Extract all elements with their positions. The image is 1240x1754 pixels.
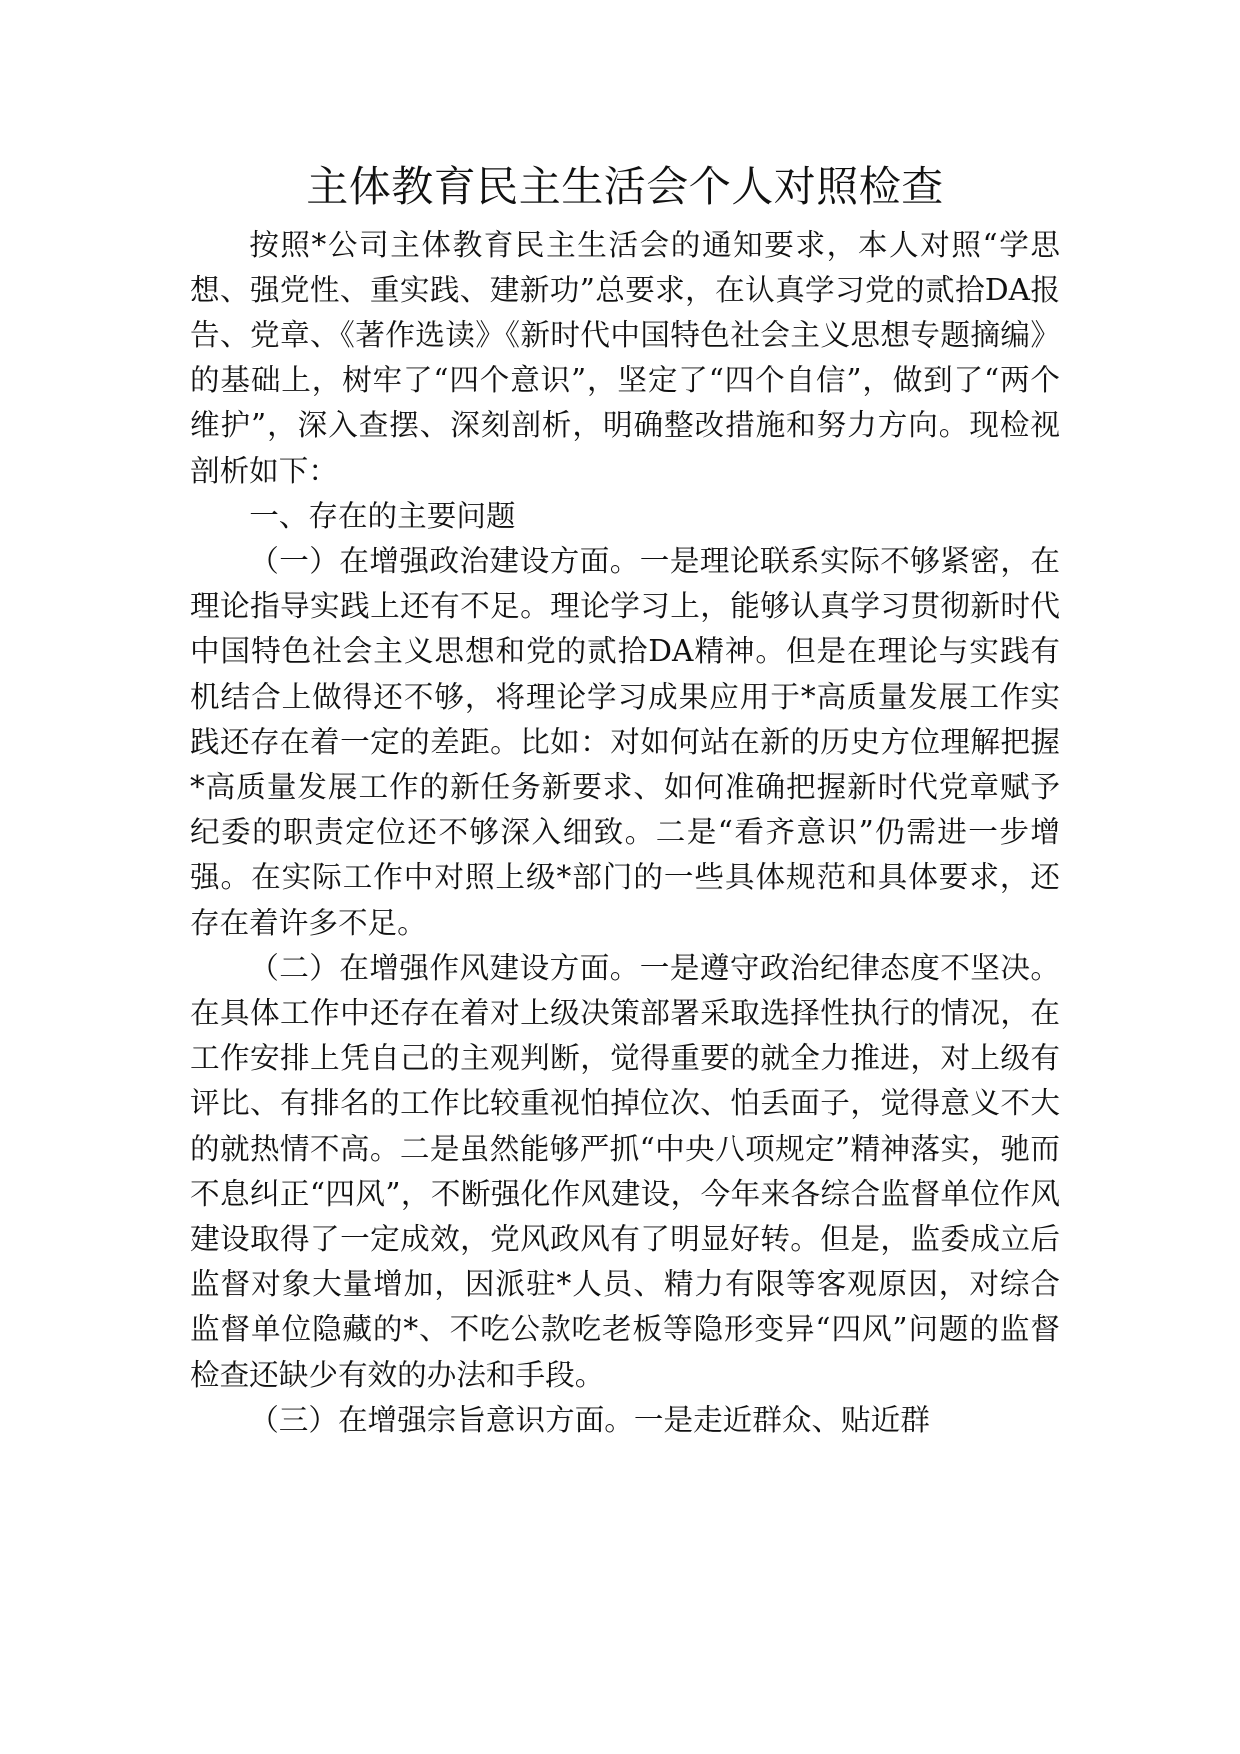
paragraph-political-construction: （一）在增强政治建设方面。一是理论联系实际不够紧密，在理论指导实践上还有不足。理论学习上，能够认真学习贯彻新时代中国特色社会主义思想和党的贰拾DA精神。但是在理论与实践有机结合上做得还不够，将理论学习成果应用于*高质量发展工作实践还存在着一定的差距。比如：对如何站在新的历史方位理解把握*高质量发展工作的新任务新要求、如何准确把握新时代党章赋予纪委的职责定位还不够深入细致。二是“看齐意识”仍需进一步增强。在实际工作中对照上级*部门的一些具体规范和具体要求，还存在着许多不足。 <box>190 544 1060 940</box>
paragraph-work-style: （二）在增强作风建设方面。一是遵守政治纪律态度不坚决。在具体工作中还存在着对上级决策部署采取选择性执行的情况，在工作安排上凭自己的主观判断，觉得重要的就全力推进，对上级有评比、有排名的工作比较重视怕掉位次、怕丢面子，觉得意义不大的就热情不高。二是虽然能够严抓“中央八项规定”精神落实，驰而不息纠正“四风”，不断强化作风建设，今年来各综合监督单位作风建设取得了一定成效，党风政风有了明显好转。但是，监委成立后监督对象大量增加，因派驻*人员、精力有限等客观原因，对综合监督单位隐藏的*、不吃公款吃老板等隐形变异“四风”问题的监督检查还缺少有效的办法和手段。 <box>190 950 1060 1392</box>
paragraph-purpose-awareness: （三）在增强宗旨意识方面。一是走近群众、贴近群 <box>249 1402 930 1437</box>
document-title: 主体教育民主生活会个人对照检查 <box>306 162 944 211</box>
document-page <box>190 160 1060 1720</box>
intro-paragraph: 按照*公司主体教育民主生活会的通知要求，本人对照“学思想、强党性、重实践、建新功”总要求，在认真学习党的贰拾DA报告、党章、《著作选读》《新时代中国特色社会主义思想专题摘编》的基础上，树牢了“四个意识”，坚定了“四个自信”，做到了“两个维护”，深入查摆、深刻剖析，明确整改措施和努力方向。现检视剖析如下： <box>190 227 1060 488</box>
section-heading-problems: 一、存在的主要问题 <box>249 498 516 533</box>
